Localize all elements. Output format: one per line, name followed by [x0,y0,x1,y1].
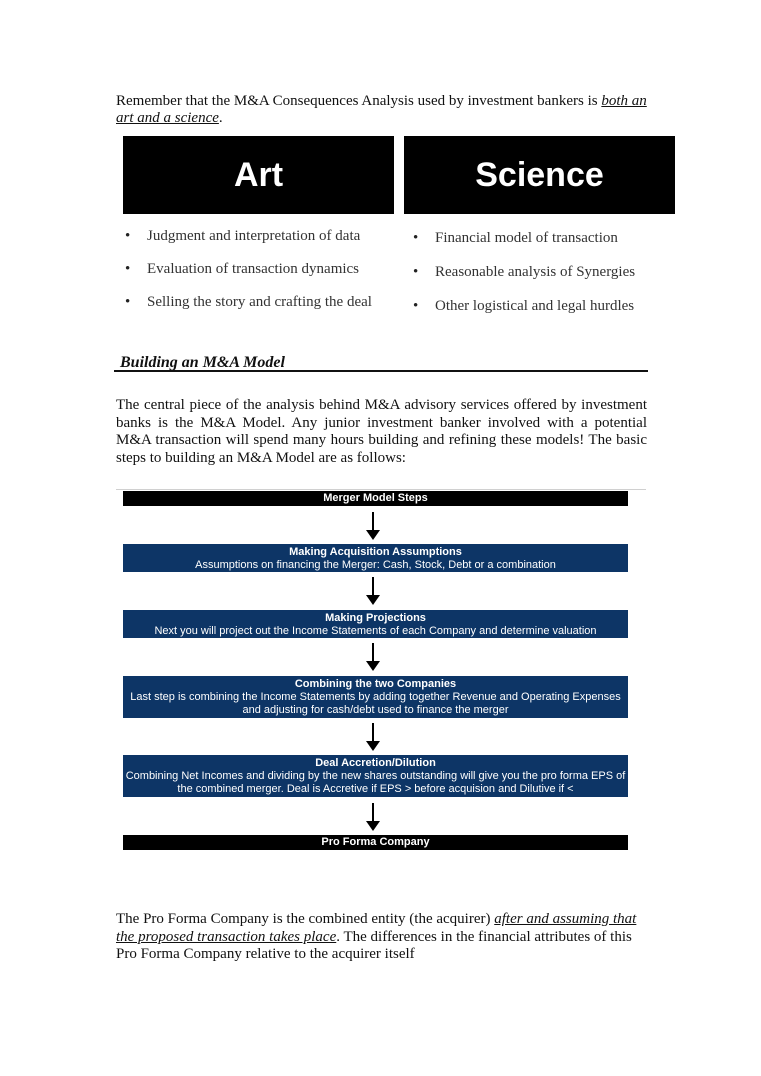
flowchart-top-rule [116,489,646,490]
flow-step-description: Next you will project out the Income Statements of each Company and determine valuation [154,625,597,637]
intro-paragraph [116,93,656,127]
science-point: • Financial model of transaction [410,229,670,247]
closing-emphasis: after and assuming that the proposed transaction takes place [116,911,637,945]
flow-step-projections [123,610,628,638]
flow-step-assumptions [123,544,628,572]
flow-step-title: Deal Accretion/Dilution [315,757,436,769]
flowchart-header: Merger Model Steps [123,491,628,506]
flowchart-footer: Pro Forma Company [123,835,628,850]
art-point: • Evaluation of transaction dynamics [122,260,396,278]
down-arrow-icon [366,723,380,751]
flow-step-description: Assumptions on financing the Merger: Cash, Stock, Debt or a combination [195,559,556,571]
science-point: • Other logistical and legal hurdles [410,297,670,315]
science-heading: Science [404,136,675,214]
intro-text: Remember that the M&A Consequences Analysis used by investment bankers is [116,93,602,109]
closing-text: The Pro Forma Company is the combined entity (the acquirer) [116,911,495,927]
down-arrow-icon [366,803,380,831]
science-points-list [410,229,670,331]
art-point: • Selling the story and crafting the deal [122,293,396,311]
flow-step-description: Combining Net Incomes and dividing by the new shares outstanding will give you the pro forma EPS of the combined merger. Deal is Accretive if EPS > before acquision and Dilutive if < [125,770,626,795]
flow-step-title: Making Projections [325,612,426,624]
intro-text-end: . [218,110,223,126]
flow-step-accretion-dilution [123,755,628,797]
down-arrow-icon [366,643,380,671]
flow-step-combining [123,676,628,718]
art-points-list [122,227,396,326]
science-point: • Reasonable analysis of Synergies [410,263,670,281]
flow-step-title: Combining the two Companies [294,678,457,690]
flow-step-title: Making Acquisition Assumptions [289,546,462,558]
art-heading: Art [123,136,394,214]
art-point: • Judgment and interpretation of data [122,227,396,245]
closing-text-end: . The differences in the financial attributes of this Pro Forma Company relative to the acquirer itself [116,928,632,962]
down-arrow-icon [366,512,380,540]
flow-step-description: Last step is combining the Income Statements by adding together Revenue and Operating Expenses and adjusting for cash/debt used to finance the merger [130,691,621,716]
section-paragraph: The central piece of the analysis behind M&A advisory services offered by investment banks is the M&A Model. Any junior investment banker involved with a potential M&A transaction will spend many hours building and refining these models! The basic steps to building an M&A Model are as follows: [116,397,647,466]
section-heading: Building an M&A Model [114,354,648,372]
intro-emphasis: both an art and a science [116,93,647,126]
closing-paragraph [116,911,646,964]
down-arrow-icon [366,577,380,605]
